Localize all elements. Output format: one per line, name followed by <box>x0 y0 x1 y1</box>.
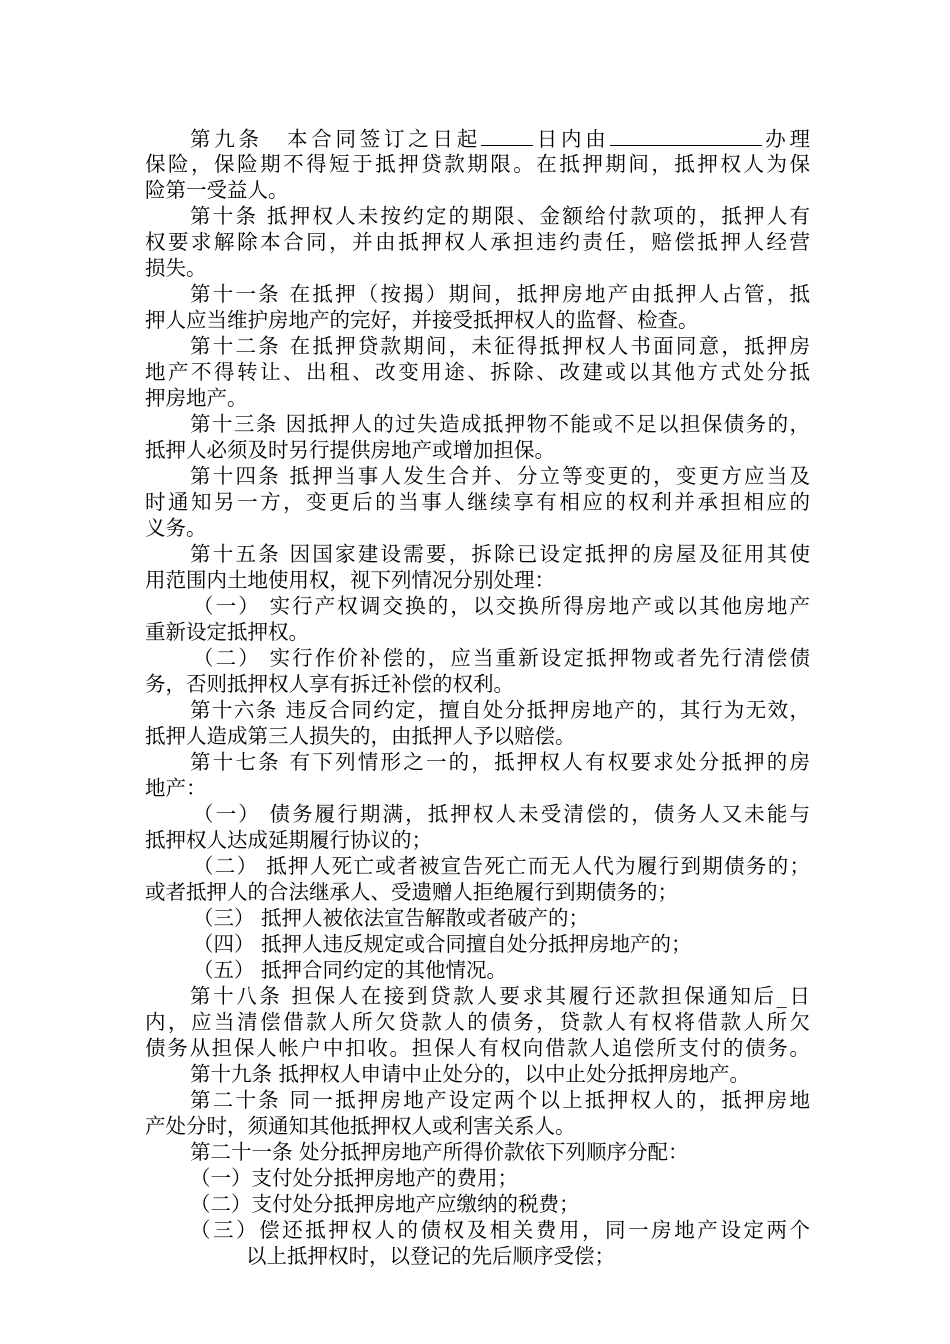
article-9-text-b: 日内由 <box>533 127 610 151</box>
text-line: 债务从担保人帐户中扣收。担保人有权向借款人追偿所支付的债务。 <box>145 1036 810 1060</box>
list-item: （二）支付处分抵押房地产应缴纳的税费； <box>190 1192 580 1216</box>
text-line: 第十二条 在抵押贷款期间，未征得抵押权人书面同意，抵押房 <box>190 334 810 358</box>
text-line: 第十九条 抵押权人申请中止处分的，以中止处分抵押房地产。 <box>190 1062 751 1086</box>
text-line: 险第一受益人。 <box>145 178 289 202</box>
list-item: （一） 债务履行期满，抵押权人未受清偿的，债务人又未能与 <box>193 802 810 826</box>
text-line: 内，应当清偿借款人所欠贷款人的债务，贷款人有权将借款人所欠 <box>145 1010 810 1034</box>
list-item: （三） 抵押人被依法宣告解散或者破产的； <box>193 906 590 930</box>
text-line: 第十条 抵押权人未按约定的期限、金额给付款项的，抵押人有 <box>190 204 810 228</box>
text-line: 第十六条 违反合同约定，擅自处分抵押房地产的，其行为无效， <box>190 698 810 722</box>
article-9-text-a: 第九条 本合同签订之日起 <box>190 127 481 151</box>
text-line: 押人应当维护房地产的完好，并接受抵押权人的监督、检查。 <box>145 308 699 332</box>
text-line: 第十四条 抵押当事人发生合并、分立等变更的，变更方应当及 <box>190 464 810 488</box>
list-item: （二） 抵押人死亡或者被宣告死亡而无人代为履行到期债务的； <box>193 854 810 878</box>
list-item: （四） 抵押人违反规定或合同擅自处分抵押房地产的； <box>193 932 692 956</box>
list-item: （一）支付处分抵押房地产的费用； <box>190 1166 518 1190</box>
text-line: 时通知另一方，变更后的当事人继续享有相应的权利并承担相应的 <box>145 490 810 514</box>
article-9-text-c: 办理 <box>761 127 810 151</box>
text-line: 第十七条 有下列情形之一的，抵押权人有权要求处分抵押的房 <box>190 750 810 774</box>
text-line: 押房地产。 <box>145 386 248 410</box>
text-line: 损失。 <box>145 256 207 280</box>
text-line: 权要求解除本合同，并由抵押权人承担违约责任，赔偿抵押人经营 <box>145 230 810 254</box>
list-item: （一） 实行产权调交换的，以交换所得房地产或以其他房地产 <box>193 594 810 618</box>
text-line: 第十一条 在抵押（按揭）期间，抵押房地产由抵押人占管，抵 <box>190 282 810 306</box>
text-line: 第十三条 因抵押人的过失造成抵押物不能或不足以担保债务的， <box>190 412 810 436</box>
text-line: 第二十一条 处分抵押房地产所得价款依下列顺序分配： <box>190 1140 689 1164</box>
text-line: 第二十条 同一抵押房地产设定两个以上抵押权人的，抵押房地 <box>190 1088 810 1112</box>
days-blank <box>481 125 533 146</box>
text-line: 重新设定抵押权。 <box>145 620 309 644</box>
text-line: 地产： <box>145 776 207 800</box>
text-line: 保险，保险期不得短于抵押贷款期限。在抵押期间，抵押权人为保 <box>145 152 810 176</box>
text-line: 抵押人必须及时另行提供房地产或增加担保。 <box>145 438 555 462</box>
text-line: 地产不得转让、出租、改变用途、拆除、改建或以其他方式处分抵 <box>145 360 810 384</box>
list-item: （三）偿还抵押权人的债权及相关费用，同一房地产设定两个 <box>190 1218 810 1242</box>
text-line: 义务。 <box>145 516 207 540</box>
list-item: （五） 抵押合同约定的其他情况。 <box>193 958 508 982</box>
text-line: 用范围内土地使用权，视下列情况分别处理： <box>145 568 555 592</box>
list-item: （二） 实行作价补偿的，应当重新设定抵押物或者先行清偿债 <box>193 646 810 670</box>
text-line: 第十五条 因国家建设需要，拆除已设定抵押的房屋及征用其使 <box>190 542 810 566</box>
text-line: 抵押人造成第三人损失的，由抵押人予以赔偿。 <box>145 724 576 748</box>
article-9-line-1 <box>190 125 810 153</box>
text-line: 以上抵押权时，以登记的先后顺序受偿； <box>246 1244 615 1268</box>
text-line: 抵押权人达成延期履行协议的； <box>145 828 432 852</box>
party-blank <box>610 125 762 146</box>
text-line: 或者抵押人的合法继承人、受遗赠人拒绝履行到期债务的； <box>145 880 678 904</box>
text-line: 第十八条 担保人在接到贷款人要求其履行还款担保通知后_日 <box>190 984 810 1008</box>
text-line: 产处分时，须通知其他抵押权人或利害关系人。 <box>145 1114 576 1138</box>
text-line: 务，否则抵押权人享有拆迁补偿的权利。 <box>145 672 514 696</box>
